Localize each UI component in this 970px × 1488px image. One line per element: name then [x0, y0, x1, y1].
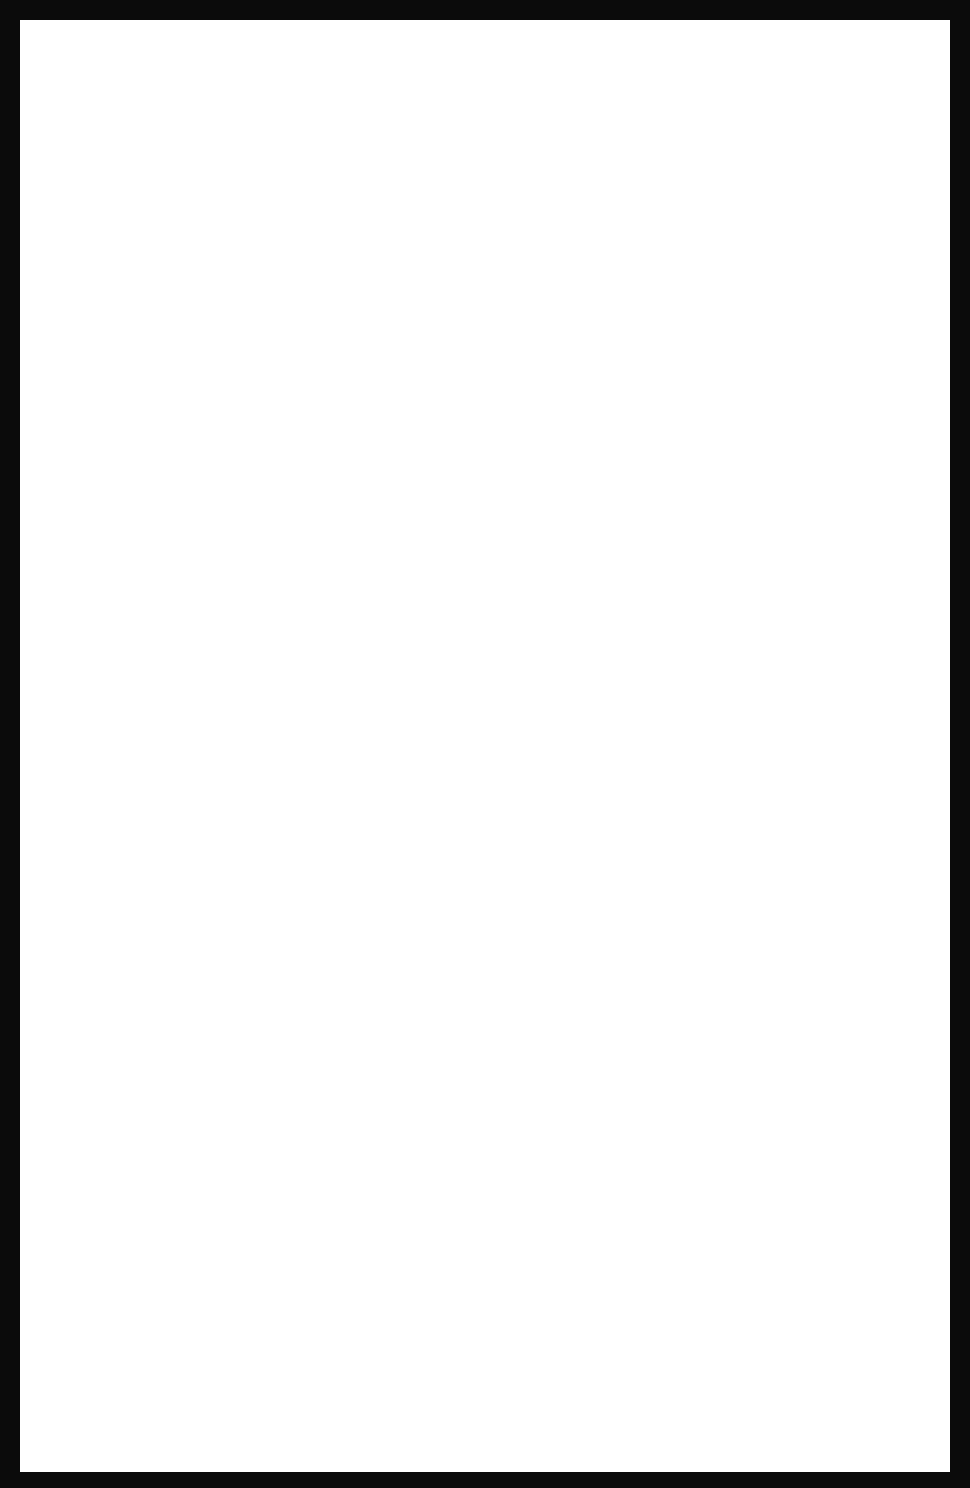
- article-body: [48, 490, 924, 1060]
- bottom-photo-grid: [47, 1056, 923, 1446]
- section-logo: [720, 50, 920, 130]
- newspaper-page: [20, 20, 950, 1472]
